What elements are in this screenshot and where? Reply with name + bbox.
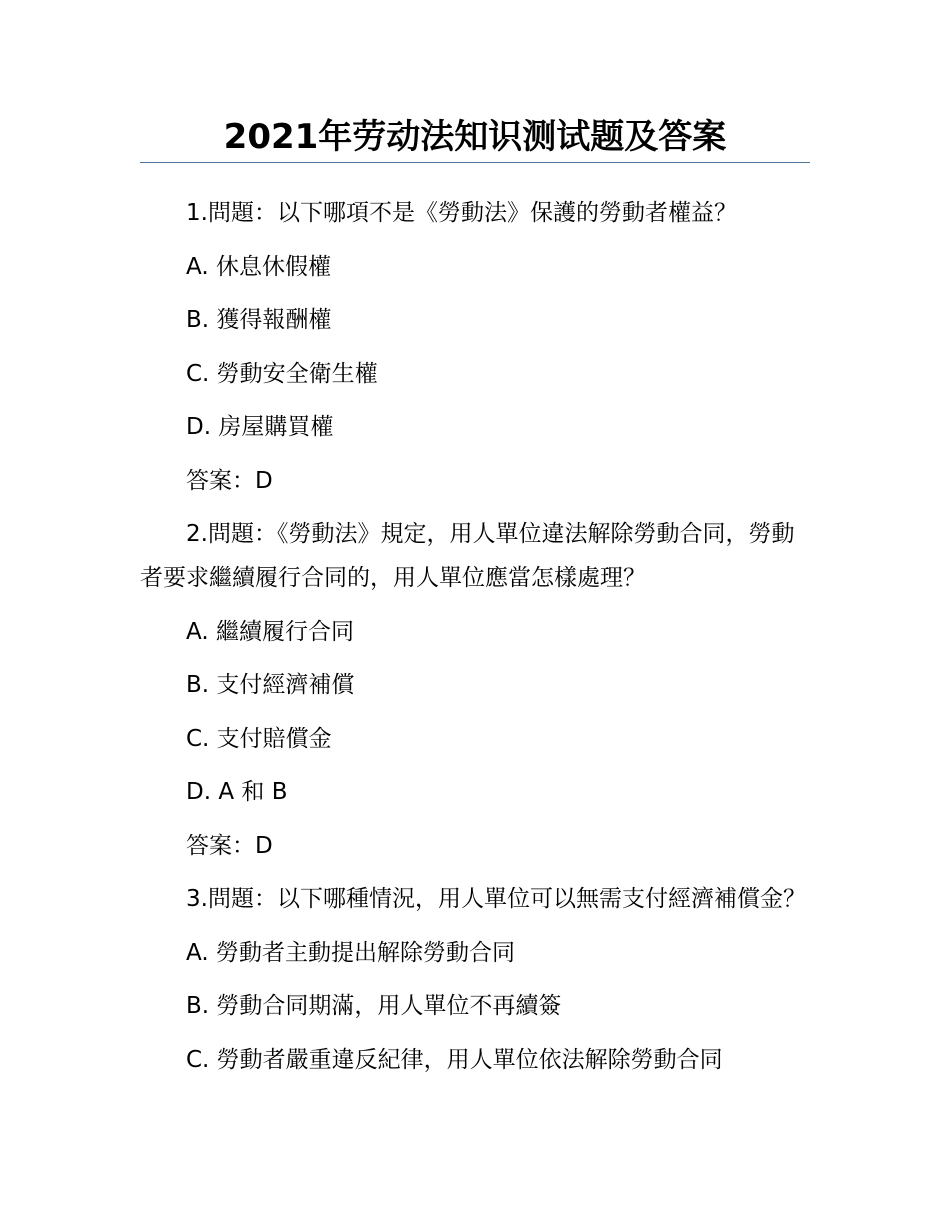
- question-prompt: 1.問題：以下哪項不是《勞動法》保護的勞動者權益？: [186, 200, 737, 226]
- question-1: [140, 191, 810, 503]
- question-2: [140, 512, 810, 868]
- question-prompt: 3.問題：以下哪種情況，用人單位可以無需支付經濟補償金？: [186, 886, 806, 912]
- option-a: A. 繼續履行合同: [186, 618, 354, 645]
- option-c: C. 勞動者嚴重違反紀律，用人單位依法解除勞動合同: [186, 1046, 723, 1073]
- option-b: B. 獲得報酬權: [186, 307, 332, 333]
- option-a: A. 勞動者主動提出解除勞動合同: [186, 939, 515, 966]
- option-d: D. 房屋購買權: [186, 414, 334, 440]
- answer: 答案：D: [186, 467, 273, 494]
- document-body: [140, 191, 810, 1091]
- answer: 答案：D: [186, 832, 273, 859]
- question-prompt: 2.問題：《勞動法》規定，用人單位違法解除勞動合同，勞動者要求繼續履行合同的，用人單位應當怎樣處理？: [140, 521, 795, 591]
- option-d: D. A 和 B: [186, 779, 288, 805]
- question-3: [140, 877, 810, 1082]
- document-title: 2021年劳动法知识测试题及答案: [223, 117, 727, 157]
- option-c: C. 支付賠償金: [186, 725, 332, 752]
- option-a: A. 休息休假權: [186, 253, 331, 280]
- option-b: B. 勞動合同期滿，用人單位不再續簽: [186, 993, 562, 1019]
- title-underline: [140, 162, 810, 163]
- option-c: C. 勞動安全衛生權: [186, 360, 378, 387]
- option-b: B. 支付經濟補償: [186, 672, 355, 698]
